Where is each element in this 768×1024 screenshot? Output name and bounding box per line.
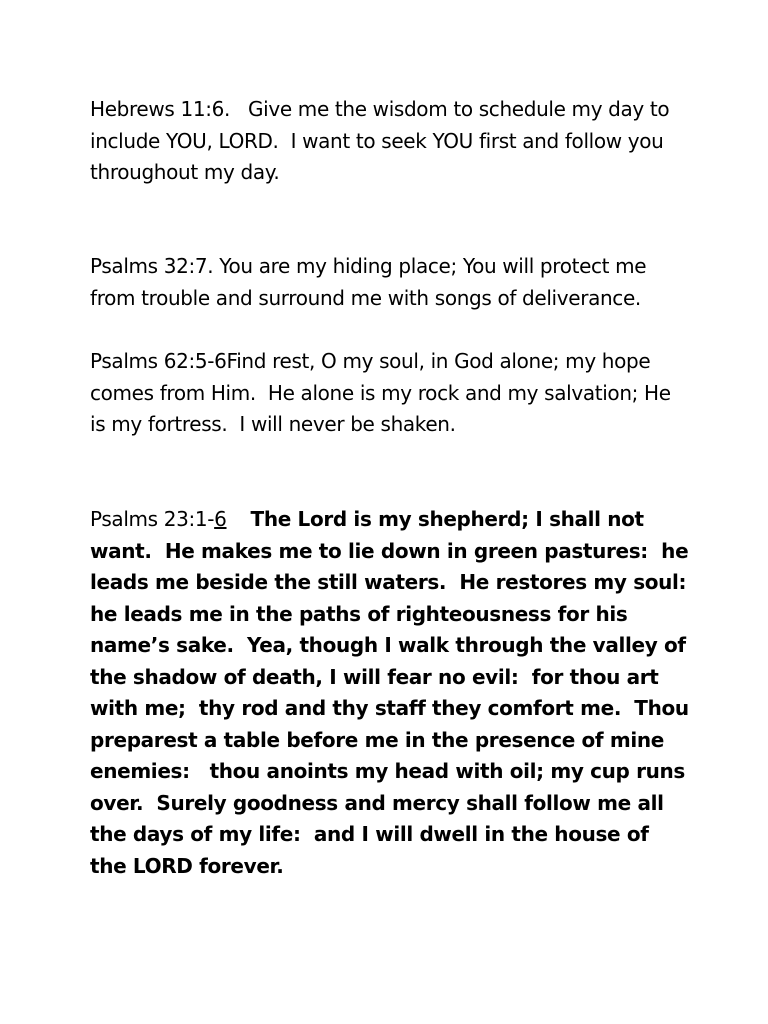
paragraph-psalms-32-7: Psalms 32:7. You are my hiding place; You will protect me from trouble and surround me with songs of deliverance. <box>90 254 653 310</box>
paragraph-hebrews-11-6: Hebrews 11:6. Give me the wisdom to schedule my day to include YOU, LORD. I want to seek YOU first and follow you throughout my day. <box>90 97 676 184</box>
paragraph-psalms-23-1-6 <box>90 504 700 882</box>
psalm23-reference-spacer <box>227 507 251 531</box>
psalm23-reference-prefix: Psalms 23:1- <box>90 507 215 531</box>
paragraph-psalms-62-5-6: Psalms 62:5-6Find rest, O my soul, in God alone; my hope comes from Him. He alone is my rock and my salvation; He is my fortress. I will never be shaken. <box>90 349 677 436</box>
psalm23-reference-underlined: 6 <box>214 507 227 531</box>
psalm23-verse-text: The Lord is my shepherd; I shall not want. He makes me to lie down in green pastures: he leads me beside the still waters. He restores my soul: he leads me in the paths of righteousness for his name’s sake. Yea, though I walk through the valley of the shadow of death, I will fear no evil: for thou art with me; thy rod and thy staff they comfort me. Thou preparest a table before me in the presence of mine enemies: thou anoints my head with oil; my cup runs over. Surely goodness and mercy shall follow me all the days of my life: and I will dwell in the house of the LORD forever. <box>90 507 700 878</box>
